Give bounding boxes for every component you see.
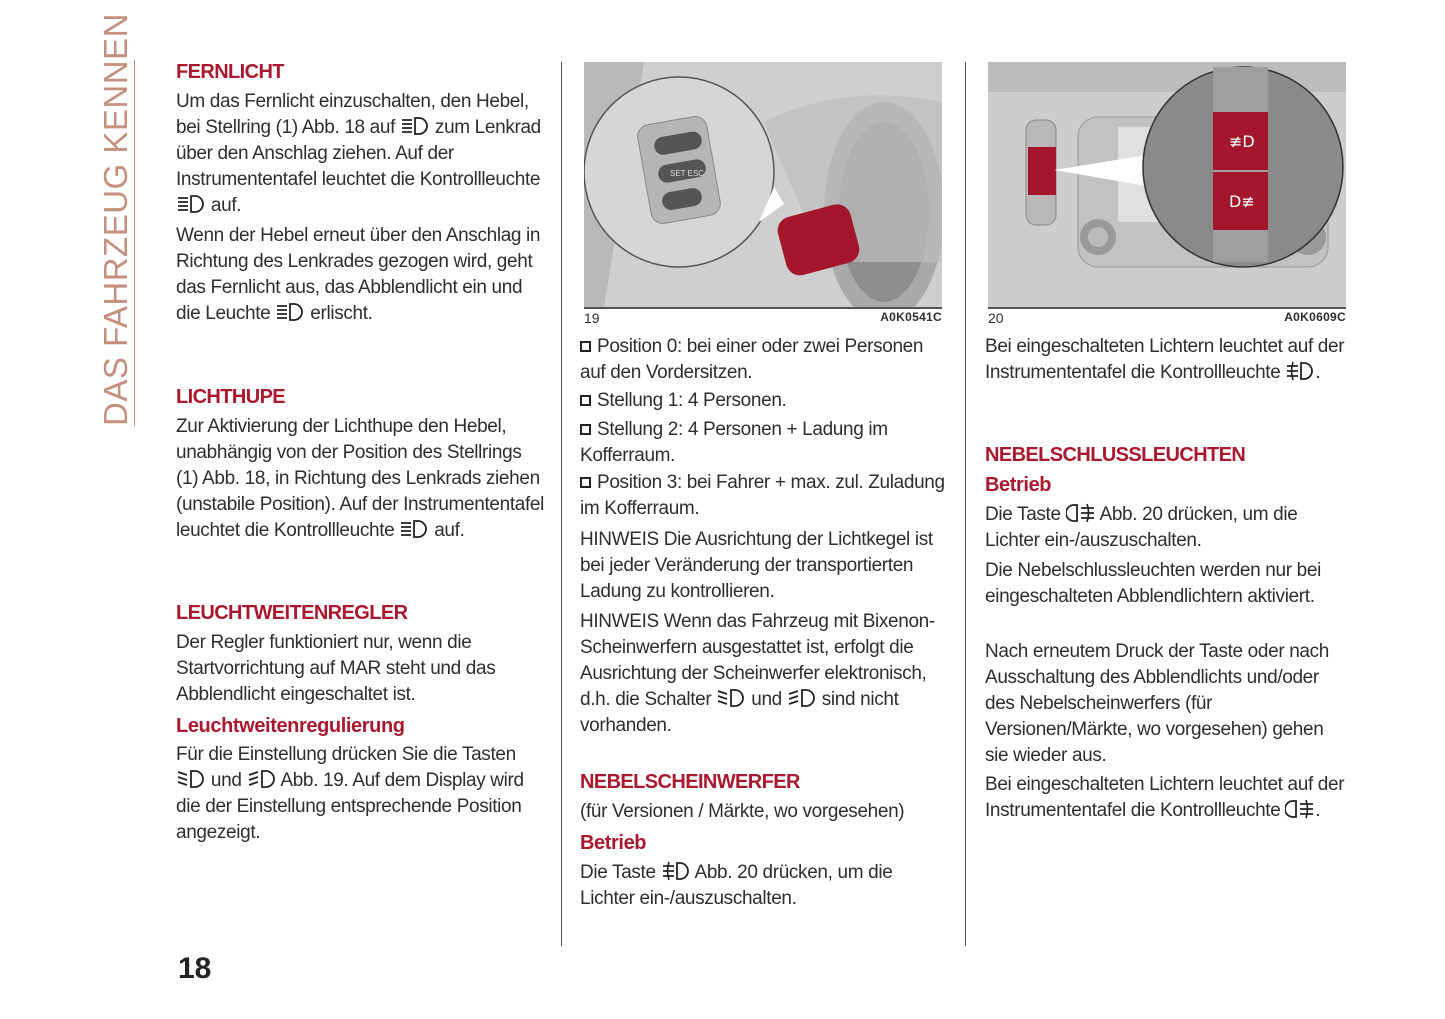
text: und	[746, 689, 787, 710]
paragraph	[176, 742, 544, 846]
subheading-betrieb: Betrieb	[580, 832, 647, 854]
subheading-betrieb: Betrieb	[985, 474, 1052, 496]
text: zum Lenkrad über den Anschlag ziehen. Auf der Instrumententafel leuchtet die Kontrollleuchte	[176, 117, 541, 190]
note-paragraph	[580, 609, 948, 739]
text: Position 0: bei einer oder zwei Personen auf den Vordersitzen.	[580, 336, 924, 383]
text: .	[1315, 362, 1321, 383]
figure-19-image	[584, 62, 942, 309]
paragraph	[985, 639, 1347, 769]
text: (für Versionen / Märkte, wo vorgesehen)	[580, 801, 905, 822]
high-beam-icon	[400, 116, 430, 136]
text: Abb. 20 drücken, um die Lichter ein-/auszuschalten.	[985, 504, 1298, 551]
rear-fog-icon	[1066, 503, 1096, 523]
heading-nebelschlussleuchten: NEBELSCHLUSSLEUCHTEN	[985, 444, 1246, 466]
high-beam-icon	[399, 519, 429, 539]
paragraph	[176, 414, 544, 544]
heading-nebelscheinwerfer: NEBELSCHEINWERFER	[580, 771, 800, 793]
rear-fog-icon	[1285, 799, 1315, 819]
text: Bei eingeschalteten Lichtern leuchtet auf der Instrumententafel die Kontrollleuchte	[985, 336, 1345, 383]
paragraph	[985, 502, 1347, 554]
svg-text:≢D: ≢D	[1229, 132, 1255, 151]
text: Abb. 19. Auf dem Display wird die der Einstellung entsprechende Position angezeigt.	[176, 770, 524, 843]
paragraph	[985, 772, 1347, 824]
text: auf.	[206, 195, 242, 216]
text: HINWEIS Die Ausrichtung der Lichtkegel ist bei jeder Veränderung der transportierten Ladung zu kontrollieren.	[580, 529, 933, 602]
text: Die Taste	[985, 504, 1066, 525]
list-item	[580, 388, 948, 414]
beam-up-icon	[787, 688, 817, 708]
text: Abb. 20 drücken, um die Lichter ein-/auszuschalten.	[580, 862, 893, 909]
text: Bei eingeschalteten Lichtern leuchtet auf der Instrumententafel die Kontrollleuchte	[985, 774, 1345, 821]
front-fog-icon	[661, 861, 691, 881]
checkbox-bullet-icon	[580, 395, 591, 406]
figure-number: 20	[988, 310, 1004, 326]
checkbox-bullet-icon	[580, 477, 591, 488]
text: Die Nebelschlussleuchten werden nur bei eingeschalteten Abblendlichtern aktiviert.	[985, 560, 1321, 607]
text: Um das Fernlicht einzuschalten, den Hebel, bei Stellring (1) Abb. 18 auf	[176, 91, 529, 138]
subheading-leuchtweitenregulierung: Leuchtweitenregulierung	[176, 715, 405, 737]
text: HINWEIS Wenn das Fahrzeug mit Bixenon-Scheinwerfern ausgestattet ist, erfolgt die Ausrichtung der Scheinwerfer elektronisch, d.h. die Schalter	[580, 611, 935, 710]
list-item	[580, 417, 948, 469]
list-item	[580, 334, 948, 386]
text: Der Regler funktioniert nur, wenn die Startvorrichtung auf MAR steht und das Abblendlicht eingeschaltet ist.	[176, 632, 496, 705]
column-divider	[561, 62, 562, 946]
list-item	[580, 470, 948, 522]
beam-down-icon	[176, 769, 206, 789]
text: und	[206, 770, 247, 791]
svg-text:D≢: D≢	[1229, 192, 1255, 211]
text: Nach erneutem Druck der Taste oder nach Ausschaltung des Abblendlichts und/oder des Nebelscheinwerfers (für Versionen/Märkte, wo vorgesehen) gehen sie wieder aus.	[985, 641, 1330, 766]
beam-down-icon	[716, 688, 746, 708]
high-beam-icon	[176, 194, 206, 214]
beam-up-icon	[247, 769, 277, 789]
text: auf.	[429, 520, 465, 541]
front-fog-icon	[1285, 361, 1315, 381]
text: Stellung 1: 4 Personen.	[597, 390, 787, 411]
note-paragraph	[580, 527, 948, 605]
text: Position 3: bei Fahrer + max. zul. Zuladung im Kofferraum.	[580, 472, 945, 519]
text: Die Taste	[580, 862, 661, 883]
section-title: DAS FAHRZEUG KENNEN	[97, 13, 134, 426]
heading-leuchtweitenregler: LEUCHTWEITENREGLER	[176, 602, 408, 624]
paragraph	[176, 630, 544, 708]
paragraph	[580, 799, 948, 825]
text: Wenn der Hebel erneut über den Anschlag in Richtung des Lenkrades gezogen wird, geht das Fernlicht aus, das Abblendlicht ein und die Leuchte	[176, 225, 541, 324]
high-beam-icon	[275, 302, 305, 322]
paragraph	[580, 860, 948, 912]
column-divider	[965, 62, 966, 946]
text: Zur Aktivierung der Lichthupe den Hebel, unabhängig von der Position des Stellrings (1) Abb. 18, in Richtung des Lenkrads ziehen (unstabile Position). Auf der Instrumententafel leuchtet die Kontrollleuchte	[176, 416, 544, 541]
text: sind nicht vorhanden.	[580, 689, 899, 736]
text: erlischt.	[305, 303, 373, 324]
heading-lichthupe: LICHTHUPE	[176, 386, 286, 408]
checkbox-bullet-icon	[580, 341, 591, 352]
page-number: 18	[178, 952, 212, 985]
paragraph	[176, 223, 544, 327]
text: Stellung 2: 4 Personen + Ladung im Kofferraum.	[580, 419, 888, 466]
section-sidebar	[97, 13, 134, 426]
paragraph	[985, 334, 1347, 386]
text: Für die Einstellung drücken Sie die Tasten	[176, 744, 516, 765]
figure-20-image	[988, 62, 1346, 309]
heading-fernlicht: FERNLICHT	[176, 61, 284, 83]
paragraph	[176, 89, 544, 219]
sidebar-divider	[134, 60, 135, 426]
paragraph	[985, 558, 1347, 610]
figure-code: A0K0609C	[1284, 310, 1346, 324]
text: .	[1315, 800, 1321, 821]
figure-code: A0K0541C	[880, 310, 942, 324]
figure-number: 19	[584, 310, 600, 326]
set-esc-label: SET ESC	[670, 169, 705, 178]
checkbox-bullet-icon	[580, 424, 591, 435]
